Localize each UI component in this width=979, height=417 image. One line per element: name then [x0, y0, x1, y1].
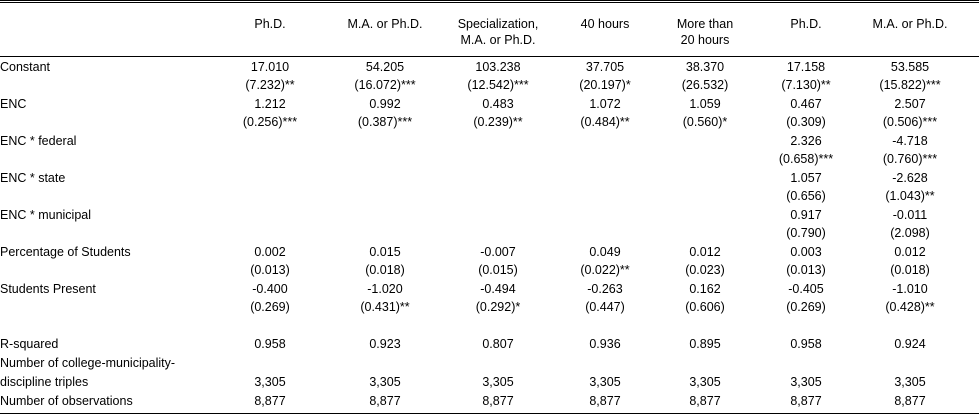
col-header-2-line-1: M.A. or Ph.D. — [347, 17, 423, 31]
row-label: ENC * municipal — [0, 208, 92, 222]
cell: 3,305 — [689, 375, 721, 389]
cell: 3,305 — [894, 375, 926, 389]
col-header-7 — [850, 16, 970, 32]
col-header-6 — [766, 16, 846, 32]
top-double-rule — [0, 0, 979, 3]
header-rule — [0, 56, 979, 57]
cell: 3,305 — [482, 375, 514, 389]
cell: (0.484)** — [580, 115, 630, 129]
cell: 3,305 — [369, 375, 401, 389]
cell: (0.018) — [890, 263, 930, 277]
cell: 17.158 — [786, 60, 826, 74]
col-header-1 — [236, 16, 304, 32]
cell: (0.018) — [365, 263, 405, 277]
cell: -0.007 — [480, 245, 516, 259]
cell: -0.494 — [480, 282, 516, 296]
cell: -1.020 — [367, 282, 403, 296]
cell: (12.542)*** — [467, 78, 529, 92]
cell: 8,877 — [369, 394, 401, 408]
col-header-3 — [438, 16, 558, 48]
col-header-2 — [330, 16, 440, 32]
footer-label: R-squared — [0, 337, 59, 351]
cell: (16.072)*** — [354, 78, 416, 92]
cell: (0.560)* — [682, 115, 728, 129]
col-header-1-line-1: Ph.D. — [254, 17, 286, 31]
footer-label: Number of observations — [0, 394, 133, 408]
cell: (0.431)** — [360, 300, 410, 314]
cell: 0.924 — [894, 337, 926, 351]
row-label: ENC — [0, 97, 27, 111]
cell: (0.256)*** — [242, 115, 298, 129]
cell: 3,305 — [254, 375, 286, 389]
cell: -1.010 — [892, 282, 928, 296]
cell: (0.013) — [786, 263, 826, 277]
cell: 0.015 — [369, 245, 401, 259]
cell: (0.022)** — [580, 263, 630, 277]
cell: 0.807 — [482, 337, 514, 351]
cell: -0.011 — [892, 208, 928, 222]
bottom-rule — [0, 413, 979, 414]
cell: (0.606) — [685, 300, 725, 314]
cell: 1.057 — [790, 171, 822, 185]
cell: 0.958 — [254, 337, 286, 351]
cell: (15.822)*** — [879, 78, 941, 92]
cell: -0.400 — [252, 282, 288, 296]
cell: (0.790) — [786, 226, 826, 240]
col-header-3-line-2: M.A. or Ph.D. — [460, 33, 536, 47]
cell: 2.507 — [894, 97, 926, 111]
cell: 1.072 — [589, 97, 621, 111]
cell: 1.059 — [689, 97, 721, 111]
cell: (0.269) — [786, 300, 826, 314]
cell: 2.326 — [790, 134, 822, 148]
cell: 37.705 — [585, 60, 625, 74]
cell: (0.428)** — [885, 300, 935, 314]
cell: (0.292)* — [475, 300, 521, 314]
row-label: Percentage of Students — [0, 245, 131, 259]
cell: -2.628 — [892, 171, 928, 185]
cell: 8,877 — [790, 394, 822, 408]
cell: 8,877 — [482, 394, 514, 408]
cell: 0.049 — [589, 245, 621, 259]
col-header-5-line-1: More than — [676, 17, 734, 31]
row-label: Constant — [0, 60, 51, 74]
cell: (0.015) — [478, 263, 518, 277]
row-label: ENC * state — [0, 171, 66, 185]
row-label: Students Present — [0, 282, 96, 296]
cell: (0.447) — [585, 300, 625, 314]
cell: (0.656) — [786, 189, 826, 203]
cell: (2.098) — [890, 226, 930, 240]
cell: 0.162 — [689, 282, 721, 296]
cell: 8,877 — [589, 394, 621, 408]
cell: 0.917 — [790, 208, 822, 222]
col-header-5-line-2: 20 hours — [680, 33, 730, 47]
cell: -0.263 — [587, 282, 623, 296]
cell: 0.895 — [689, 337, 721, 351]
cell: (26.532) — [681, 78, 729, 92]
col-header-7-line-1: M.A. or Ph.D. — [872, 17, 948, 31]
cell: (0.506)*** — [882, 115, 938, 129]
cell: 38.370 — [685, 60, 725, 74]
cell: 0.003 — [790, 245, 822, 259]
cell: (7.130)** — [781, 78, 831, 92]
col-header-3-line-1: Specialization, — [457, 17, 539, 31]
cell: (0.239)** — [473, 115, 523, 129]
row-label: ENC * federal — [0, 134, 77, 148]
cell: 8,877 — [254, 394, 286, 408]
cell: 0.467 — [790, 97, 822, 111]
cell: 0.958 — [790, 337, 822, 351]
cell: (0.309) — [786, 115, 826, 129]
cell: 53.585 — [890, 60, 930, 74]
cell: 1.212 — [254, 97, 286, 111]
cell: 8,877 — [689, 394, 721, 408]
cell: (20.197)* — [579, 78, 631, 92]
cell: 0.483 — [482, 97, 514, 111]
cell: 17.010 — [250, 60, 290, 74]
cell: 103.238 — [475, 60, 521, 74]
col-header-4 — [560, 16, 650, 32]
cell: 0.923 — [369, 337, 401, 351]
cell: 0.992 — [369, 97, 401, 111]
cell: -0.405 — [788, 282, 824, 296]
cell: 0.012 — [894, 245, 926, 259]
cell: 3,305 — [790, 375, 822, 389]
cell: (0.658)*** — [778, 152, 834, 166]
cell: (0.269) — [250, 300, 290, 314]
col-header-6-line-1: Ph.D. — [790, 17, 822, 31]
col-header-4-line-1: 40 hours — [580, 17, 630, 31]
footer-label-line-1: Number of college-municipality- — [0, 356, 176, 370]
cell: 0.002 — [254, 245, 286, 259]
col-header-5 — [660, 16, 750, 48]
cell: (0.013) — [250, 263, 290, 277]
cell: 0.936 — [589, 337, 621, 351]
cell: (7.232)** — [245, 78, 295, 92]
cell: 0.012 — [689, 245, 721, 259]
cell: (1.043)** — [885, 189, 935, 203]
cell: 8,877 — [894, 394, 926, 408]
cell: (0.387)*** — [357, 115, 413, 129]
cell: 3,305 — [589, 375, 621, 389]
footer-label-line-2: discipline triples — [0, 375, 89, 389]
cell: (0.760)*** — [882, 152, 938, 166]
cell: 54.205 — [365, 60, 405, 74]
cell: -4.718 — [892, 134, 928, 148]
cell: (0.023) — [685, 263, 725, 277]
